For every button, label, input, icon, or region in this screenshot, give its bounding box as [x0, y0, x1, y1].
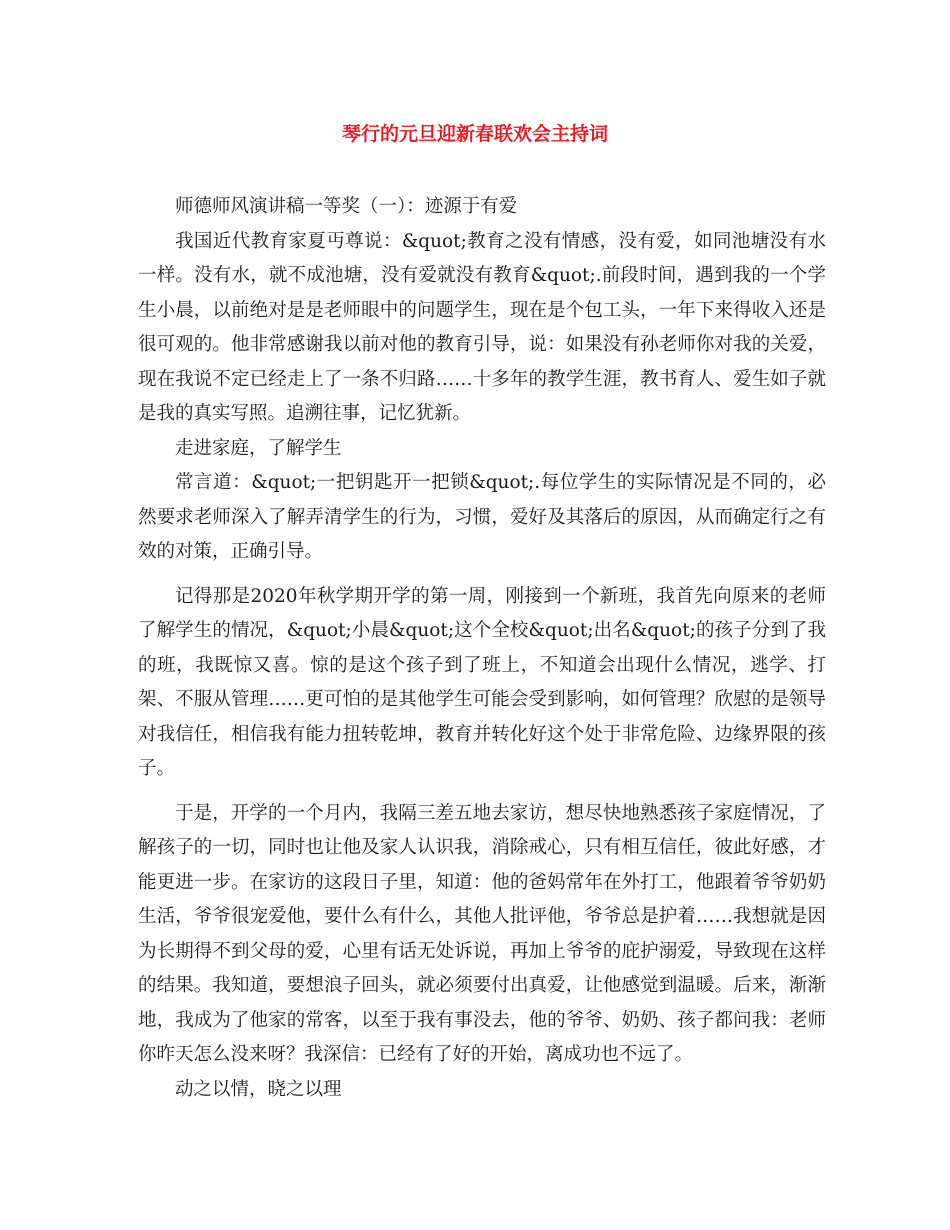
section-heading: 走进家庭，了解学生 [175, 437, 342, 459]
body-paragraph: 于是，开学的一个月内，我隔三差五地去家访，想尽快地熟悉孩子家庭情况，了解孩子的一切，同时也让他及家人认识我，消除戒心，只有相互信任，彼此好感，才能更进一步。在家访的这段日子里，知道：他的爸妈常年在外打工，他跟着爷爷奶奶生活，爷爷很宠爱他，要什么有什么，其他人批评他，爷爷总是护着……我想就是因为长期得不到父母的爱，心里有话无处诉说，再加上爷爷的庇护溺爱，导致现在这样的结果。我知道，要想浪子回头，就必须要付出真爱，让他感觉到温暖。后来，渐渐地，我成为了他家的常客，以至于我有事没去，他的爷爷、奶奶、孩子都问我：老师你昨天怎么没来呀？我深信：已经有了好的开始，离成功也不远了。 [138, 802, 826, 1065]
body-paragraph: 我国近代教育家夏丏尊说：&quot;教育之没有情感，没有爱，如同池塘没有水一样。没有水，就不成池塘，没有爱就没有教育&quot;.前段时间，遇到我的一个学生小晨，以前绝对是是老师眼中的问题学生，现在是个包工头，一年下来得收入还是很可观的。他非常感谢我以前对他的教育引导，说：如果没有孙老师你对我的关爱，现在我说不定已经走上了一条不归路……十多年的教学生涯，教书育人、爱生如子就是我的真实写照。追溯往事，记忆犹新。 [138, 230, 826, 424]
body-paragraph: 常言道：&quot;一把钥匙开一把锁&quot;.每位学生的实际情况是不同的，必然要求老师深入了解弄清学生的行为，习惯，爱好及其落后的原因，从而确定行之有效的对策，正确引导。 [138, 472, 826, 562]
document-body [138, 190, 826, 1107]
section-heading: 师德师风演讲稿一等奖（一）：迹源于有爱 [175, 196, 518, 217]
document-title: 琴行的元旦迎新春联欢会主持词 [341, 123, 608, 145]
section-heading: 动之以情，晓之以理 [175, 1078, 342, 1100]
body-paragraph: 记得那是2020年秋学期开学的第一周，刚接到一个新班，我首先向原来的老师了解学生的情况，&quot;小晨&quot;这个全校&quot;出名&quot;的孩子分到了我的班，我既惊又喜。惊的是这个孩子到了班上，不知道会出现什么情况，逃学、打架、不服从管理……更可怕的是其他学生可能会受到影响，如何管理？欣慰的是领导对我信任，相信我有能力扭转乾坤，教育并转化好这个处于非常危险、边缘界限的孩子。 [138, 585, 826, 779]
